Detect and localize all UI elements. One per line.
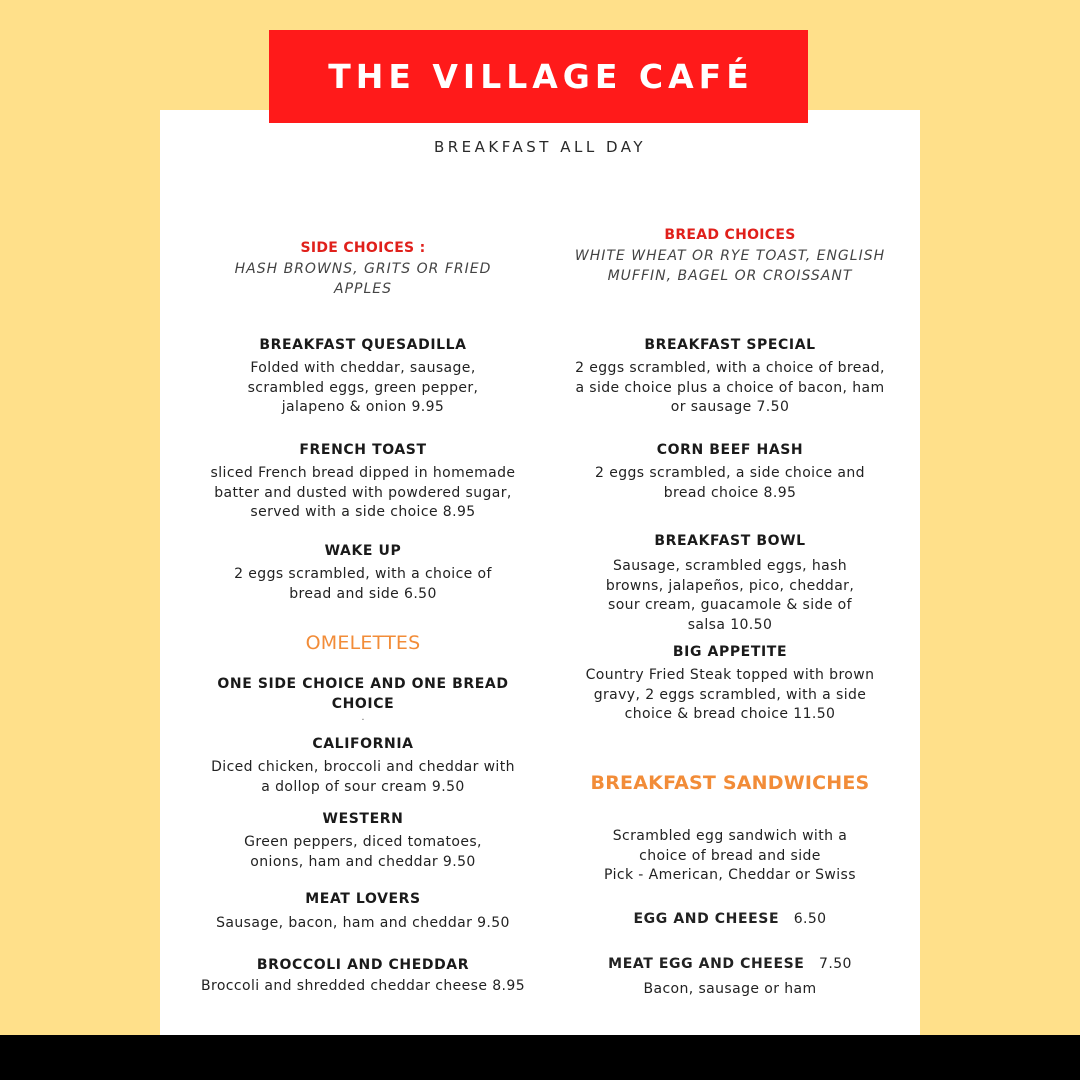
omelette-item: [178, 955, 548, 997]
menu-item: [572, 531, 888, 635]
sandwiches-cheese: Pick - American, Cheddar or Swiss: [604, 867, 856, 883]
divider-dot: .: [361, 712, 365, 723]
item-description: sliced French bread dipped in homemade batter and dusted with powdered sugar, served with a side choice 8.95: [210, 465, 516, 520]
menu-item: [198, 440, 528, 523]
item-description: 2 eggs scrambled, a side choice and bread choice 8.95: [595, 465, 865, 501]
item-title: FRENCH TOAST: [299, 442, 427, 458]
item-description: Folded with cheddar, sausage, scrambled eggs, green pepper, jalapeno & onion 9.95: [247, 360, 479, 415]
menu-item: [198, 335, 528, 418]
menu-subtitle: BREAKFAST ALL DAY: [433, 138, 647, 156]
item-title: WAKE UP: [324, 543, 402, 559]
omelettes-note: ONE SIDE CHOICE AND ONE BREAD CHOICE: [217, 676, 509, 712]
item-price: 6.50: [793, 911, 827, 927]
item-description: Sausage, bacon, ham and cheddar 9.50: [216, 915, 510, 931]
menu-item: [572, 642, 888, 725]
item-title: MEAT LOVERS: [305, 891, 421, 907]
item-title: EGG AND CHEESE: [633, 911, 780, 927]
item-description: Green peppers, diced tomatoes, onions, ham and cheddar 9.50: [244, 834, 482, 870]
sandwiches-intro-block: [572, 823, 888, 886]
item-title: BIG APPETITE: [672, 644, 788, 660]
item-title: CORN BEEF HASH: [656, 442, 804, 458]
sandwich-item: [572, 955, 888, 999]
item-title: CALIFORNIA: [312, 736, 414, 752]
menu-item: [572, 335, 888, 418]
omelettes-note-block: [198, 674, 528, 722]
bread-choices-title: BREAD CHOICES: [664, 227, 796, 243]
side-choices: [198, 240, 528, 299]
item-description: Country Fried Steak topped with brown gravy, 2 eggs scrambled, with a side choice & bread choice 11.50: [585, 667, 875, 722]
menu-title: THE VILLAGE CAFÉ: [328, 57, 754, 96]
sandwiches-heading: BREAKFAST SANDWICHES: [590, 772, 870, 794]
item-title: BREAKFAST BOWL: [654, 533, 806, 549]
menu-item: [572, 440, 888, 503]
item-description: 2 eggs scrambled, with a choice of bread and side 6.50: [234, 566, 492, 602]
item-description: 2 eggs scrambled, with a choice of bread, a side choice plus a choice of bacon, ham or sausage 7.50: [575, 360, 885, 415]
sandwiches-heading-block: [552, 772, 908, 794]
item-description: Bacon, sausage or ham: [643, 980, 817, 997]
omelette-item: [198, 889, 528, 934]
side-choices-title: SIDE CHOICES :: [300, 240, 426, 256]
item-title: MEAT EGG AND CHEESE: [608, 956, 805, 972]
item-title: BREAKFAST SPECIAL: [644, 337, 816, 353]
side-choices-text: HASH BROWNS, GRITS OR FRIED APPLES: [234, 261, 492, 297]
item-description: Sausage, scrambled eggs, hash browns, jalapeños, pico, cheddar, sour cream, guacamole & side of salsa 10.50: [605, 558, 855, 633]
item-description: Broccoli and shredded cheddar cheese 8.95: [200, 978, 526, 994]
title-banner: [269, 30, 808, 123]
sandwiches-intro: Scrambled egg sandwich with a choice of bread and side: [612, 828, 848, 864]
item-price: 7.50: [819, 956, 852, 972]
omelette-item: [198, 809, 528, 872]
menu-item: [198, 541, 528, 604]
omelettes-heading-block: [198, 632, 528, 654]
bread-choices-text: WHITE WHEAT OR RYE TOAST, ENGLISH MUFFIN, BAGEL OR CROISSANT: [574, 248, 886, 284]
bottom-bar: [0, 1035, 1080, 1080]
sandwich-item: [572, 910, 888, 930]
item-title: BREAKFAST QUESADILLA: [259, 337, 467, 353]
item-title: WESTERN: [322, 811, 404, 827]
omelettes-heading: OMELETTES: [305, 632, 421, 654]
omelette-item: [198, 734, 528, 797]
bread-choices: [542, 227, 918, 286]
item-title: BROCCOLI AND CHEDDAR: [256, 957, 470, 973]
item-description: Diced chicken, broccoli and cheddar with a dollop of sour cream 9.50: [211, 759, 515, 795]
